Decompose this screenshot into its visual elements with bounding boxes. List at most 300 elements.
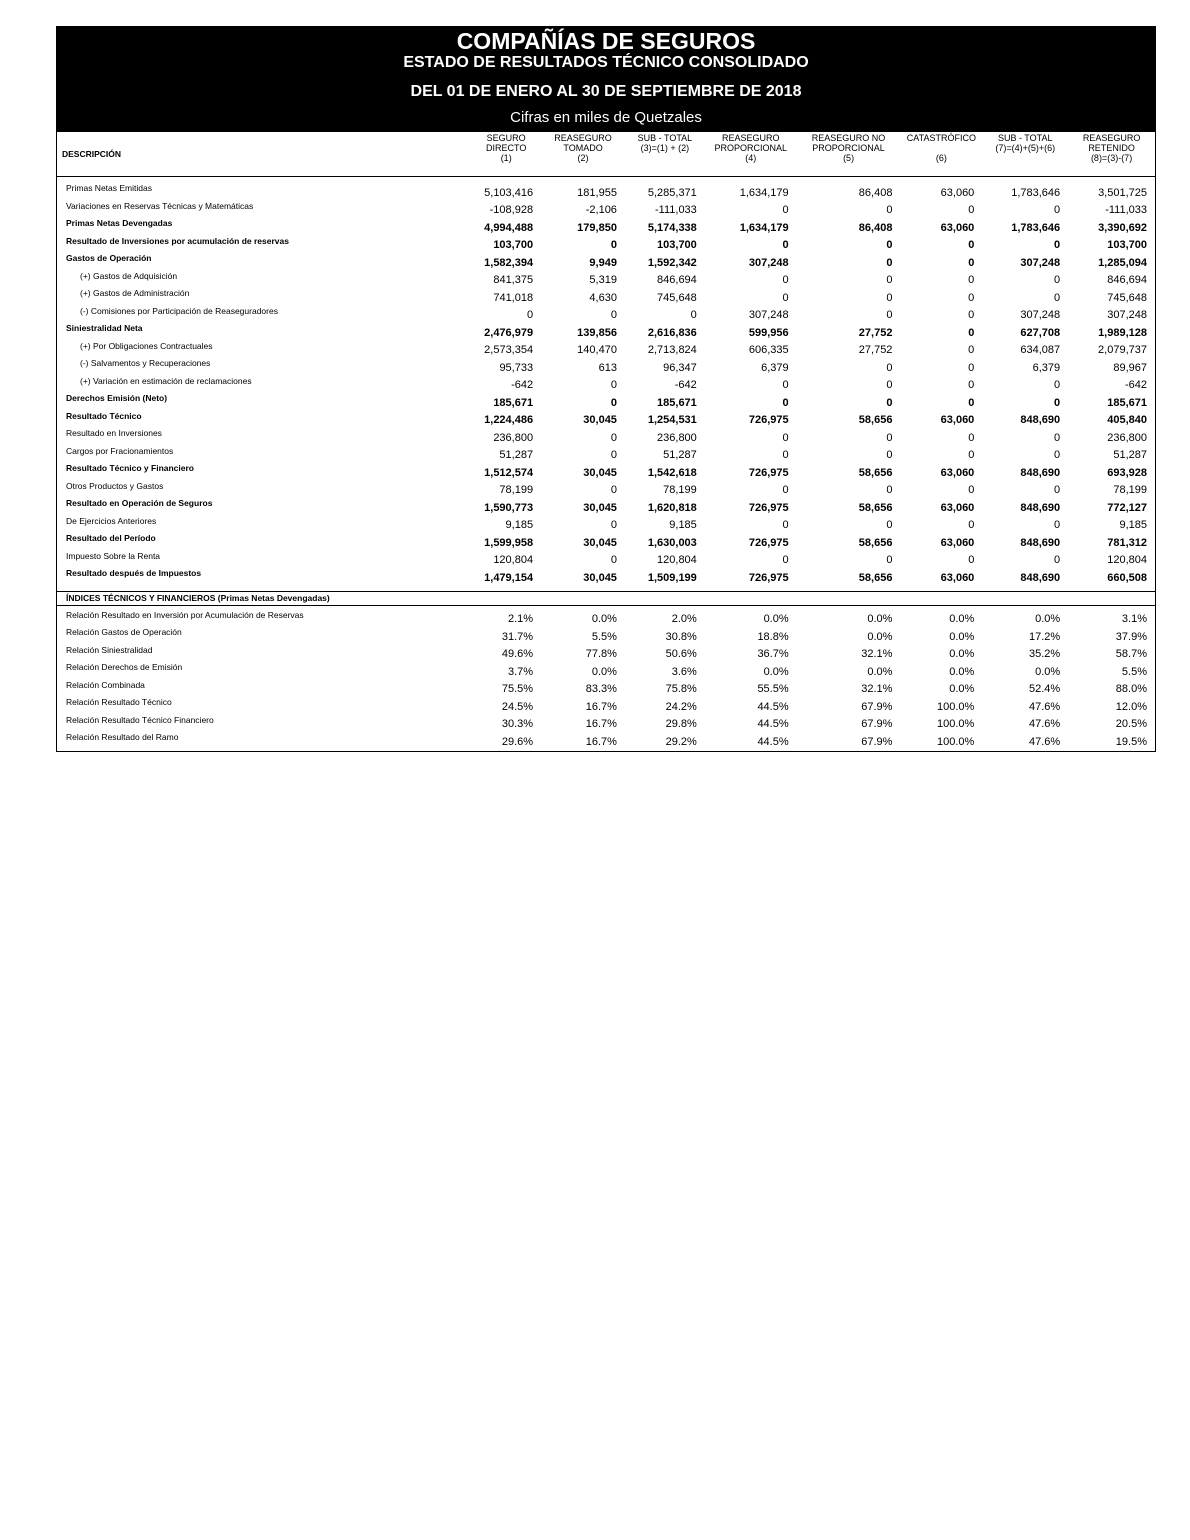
row-label: Resultado de Inversiones por acumulación de reservas [66,235,289,246]
column-header-line: (5) [843,153,855,163]
row-label: (+) Gastos de Administración [80,288,190,298]
row-value-col-4: 1,634,179 [739,186,789,199]
row-value-col-8: 772,127 [1107,501,1147,514]
row-value-col-3: 846,694 [657,274,697,286]
row-value-col-8: 5.5% [1121,665,1147,678]
row-value-col-4: 726,975 [748,501,789,514]
table-row [57,287,1155,305]
row-value-col-2: 77.8% [585,648,617,660]
row-value-col-8: 405,840 [1107,414,1147,426]
row-value-col-6: 63,060 [940,571,975,584]
row-value-col-1: 1,479,154 [484,571,534,584]
row-value-col-5: 0 [886,554,893,566]
row-value-col-2: 140,470 [577,344,617,356]
row-value-col-7: 634,087 [1020,344,1061,356]
table-row [57,340,1155,358]
row-value-col-2: 0 [610,309,617,321]
row-value-col-6: 0.0% [949,613,975,625]
row-value-col-6: 100.0% [937,735,975,748]
row-value-col-6: 63,060 [940,221,975,234]
row-value-col-4: 726,975 [748,466,789,479]
row-value-col-4: 0 [782,554,789,566]
row-value-col-2: 83.3% [585,683,617,695]
row-value-col-1: 1,512,574 [484,466,534,479]
column-header-line: SUB - TOTAL [997,133,1053,143]
row-value-col-3: 5,174,338 [647,221,697,234]
row-value-col-8: 185,671 [1107,396,1147,409]
row-value-col-2: 30,045 [583,414,617,426]
row-value-col-8: 236,800 [1107,431,1147,444]
row-value-col-7: 0 [1054,449,1061,461]
row-value-col-5: 0 [886,519,893,531]
column-header-line: (8)=(3)-(7) [1090,153,1133,163]
row-value-col-3: -642 [674,379,697,391]
row-value-col-2: 5,319 [589,274,617,286]
row-value-col-2: 0 [610,554,617,566]
column-header-line: (1) [500,153,512,163]
row-value-col-4: 307,248 [748,309,789,321]
row-value-col-8: 12.0% [1115,700,1147,713]
row-value-col-7: 1,783,646 [1011,186,1061,199]
row-value-col-4: 0 [782,449,789,461]
table-row [57,696,1155,714]
column-headers [57,132,1155,177]
row-value-col-6: 0 [968,361,975,374]
row-value-col-4: 307,248 [748,256,789,269]
table-row [57,550,1155,568]
row-value-col-2: 30,045 [583,466,617,479]
row-value-col-3: 5,285,371 [647,186,697,199]
row-value-col-5: 67.9% [861,700,893,713]
row-label: Cargos por Fracionamientos [66,445,174,456]
row-value-col-1: 741,018 [493,291,534,304]
row-value-col-3: 3.6% [671,665,697,678]
row-value-col-5: 86,408 [858,186,893,199]
row-value-col-4: 606,335 [748,344,789,356]
row-value-col-8: 20.5% [1115,718,1147,730]
row-value-col-6: 0 [968,431,975,444]
column-header-line: PROPORCIONAL [812,143,885,153]
row-value-col-8: 51,287 [1113,449,1147,461]
row-value-col-8: 9,185 [1119,519,1147,531]
row-value-col-6: 0 [968,291,975,304]
row-value-col-6: 0 [968,554,975,566]
row-value-col-4: 0 [782,204,789,216]
row-value-col-7: 848,690 [1020,414,1061,426]
table-row [57,714,1155,732]
indices-section [57,591,1155,751]
row-value-col-3: 1,509,199 [647,571,697,584]
row-value-col-3: 1,620,818 [647,501,697,514]
table-row [57,357,1155,375]
row-value-col-4: 0.0% [763,665,789,678]
row-value-col-1: 9,185 [505,519,534,531]
row-value-col-7: 0 [1054,379,1061,391]
report-title: COMPAÑÍAS DE SEGUROS [456,28,756,54]
row-value-col-1: -642 [511,379,534,391]
row-value-col-8: 660,508 [1107,571,1147,584]
row-value-col-5: 58,656 [858,571,893,584]
row-value-col-5: 0 [886,361,893,374]
row-value-col-1: 75.5% [501,683,534,695]
row-value-col-7: 47.6% [1028,718,1061,730]
row-value-col-1: 185,671 [493,396,534,409]
row-value-col-7: 47.6% [1028,735,1061,748]
row-value-col-5: 0 [886,239,893,251]
column-header-line: TOMADO [563,143,603,153]
row-value-col-2: 0.0% [591,613,617,625]
row-value-col-2: 30,045 [583,536,617,549]
row-value-col-6: 63,060 [940,536,975,549]
row-value-col-4: 599,956 [748,326,789,339]
row-value-col-8: 693,928 [1107,466,1147,479]
column-header-6 [900,132,982,176]
row-value-col-3: 0 [690,309,697,321]
table-row [57,182,1155,200]
row-value-col-8: 3,501,725 [1098,186,1147,199]
row-value-col-2: 139,856 [577,326,617,339]
indices-rows [57,606,1155,751]
row-value-col-1: 5,103,416 [484,186,534,199]
row-value-col-6: 0 [968,274,975,286]
row-value-col-7: 0.0% [1035,613,1061,625]
row-value-col-3: 103,700 [657,239,697,251]
row-value-col-1: 49.6% [501,648,534,660]
row-value-col-6: 0.0% [949,648,975,660]
table-row [57,322,1155,340]
row-value-col-5: 27,752 [858,344,893,356]
column-header-4 [705,132,797,176]
row-value-col-4: 0 [782,291,789,304]
row-value-col-3: 1,542,618 [647,466,697,479]
table-row [57,252,1155,270]
table-row [57,410,1155,428]
row-value-col-2: 9,949 [589,256,617,269]
row-label: Resultado en Operación de Seguros [66,498,213,508]
row-value-col-8: -642 [1124,379,1147,391]
row-value-col-5: 32.1% [861,648,893,660]
row-value-col-4: 726,975 [748,536,789,549]
row-value-col-6: 63,060 [940,466,975,479]
row-value-col-2: 179,850 [577,221,617,234]
row-value-col-4: 0 [782,274,789,286]
row-value-col-1: 103,700 [493,239,534,251]
indices-title: ÍNDICES TÉCNICOS Y FINANCIEROS (Primas Netas Devengadas) [57,591,1155,606]
row-value-col-6: 0 [968,484,975,496]
row-value-col-4: 18.8% [757,630,789,643]
row-value-col-5: 58,656 [858,466,893,479]
row-value-col-3: 745,648 [657,291,697,304]
row-value-col-5: 0 [886,204,893,216]
row-label: Relación Resultado del Ramo [66,732,179,742]
row-label: Relación Resultado Técnico [66,697,172,707]
row-value-col-3: 2,616,836 [647,326,697,339]
row-label: Relación Resultado en Inversión por Acumulación de Reservas [66,609,304,620]
row-value-col-8: 781,312 [1107,536,1147,549]
report-header [57,27,1155,132]
column-header-line [900,143,982,153]
row-value-col-3: 2.0% [671,613,697,625]
row-value-col-6: 0 [968,326,975,339]
column-header-line: (3)=(1) + (2) [640,143,690,153]
row-value-col-5: 0 [886,379,893,391]
row-value-col-1: 51,287 [499,449,534,461]
row-value-col-2: 16.7% [585,718,617,730]
row-value-col-3: 51,287 [663,449,697,461]
table-row [57,567,1155,585]
row-value-col-6: 0 [968,396,975,409]
row-value-col-6: 0 [968,256,975,269]
column-header-2 [541,132,625,176]
row-value-col-1: 1,590,773 [484,501,534,514]
column-header-line: (6) [935,153,947,163]
row-value-col-7: 47.6% [1028,700,1061,713]
row-value-col-4: 0 [782,239,789,251]
row-value-col-3: 75.8% [665,683,697,695]
row-value-col-6: 0 [968,519,975,531]
row-value-col-6: 0 [968,204,975,216]
row-value-col-5: 0 [886,291,893,304]
row-value-col-6: 63,060 [940,501,975,514]
row-label: (+) Por Obligaciones Contractuales [80,340,213,351]
row-value-col-1: 4,994,488 [484,221,534,234]
row-value-col-8: 120,804 [1107,554,1147,566]
row-value-col-1: 95,733 [499,361,534,374]
table-row [57,644,1155,662]
table-row [57,392,1155,410]
row-value-col-7: 307,248 [1020,309,1061,321]
row-value-col-5: 27,752 [858,326,893,339]
row-value-col-4: 0 [782,431,789,444]
row-value-col-5: 58,656 [858,414,893,426]
row-value-col-6: 0 [968,309,975,321]
row-label: (-) Salvamentos y Recuperaciones [80,358,211,368]
row-value-col-8: 78,199 [1113,484,1147,496]
row-label: Siniestralidad Neta [66,323,143,333]
row-label: Primas Netas Emitidas [66,183,152,193]
row-value-col-3: 78,199 [663,484,697,496]
row-value-col-8: 58.7% [1115,648,1147,660]
row-label: Impuesto Sobre la Renta [66,550,161,561]
row-value-col-1: -108,928 [489,204,534,216]
row-value-col-4: 44.5% [757,700,789,713]
report-subtitle: ESTADO DE RESULTADOS TÉCNICO CONSOLIDADO [403,54,809,71]
financial-statement [56,26,1156,752]
table-row [57,609,1155,627]
row-value-col-4: 0 [782,379,789,391]
row-label: Otros Productos y Gastos [66,480,164,491]
row-value-col-4: 0 [782,484,789,496]
row-value-col-5: 67.9% [861,735,893,748]
row-value-col-2: 0.0% [591,665,617,678]
row-label: Gastos de Operación [66,253,152,263]
row-value-col-8: 88.0% [1115,683,1147,695]
column-header-line: REASEGURO [554,133,612,143]
table-row [57,480,1155,498]
row-value-col-3: 29.2% [665,735,697,748]
row-value-col-4: 0 [782,396,789,409]
row-value-col-5: 0 [886,449,893,461]
column-header-line [625,153,705,163]
row-value-col-3: 1,254,531 [647,414,697,426]
row-value-col-5: 0 [886,274,893,286]
row-label: Resultado después de Impuestos [66,568,202,578]
row-value-col-2: 0 [610,484,617,496]
row-value-col-6: 63,060 [940,414,975,426]
row-label: (+) Gastos de Adquisición [80,270,178,281]
row-value-col-5: 0 [886,484,893,496]
table-row [57,679,1155,697]
row-value-col-5: 0.0% [867,630,893,643]
row-value-col-7: 6,379 [1032,361,1061,374]
row-value-col-3: -111,033 [655,204,697,216]
row-label: (+) Variación en estimación de reclamaciones [80,375,252,386]
column-header-5 [797,132,901,176]
row-value-col-4: 1,634,179 [739,221,789,234]
row-value-col-4: 726,975 [748,571,789,584]
row-value-col-8: 307,248 [1107,309,1147,321]
row-value-col-1: 3.7% [508,665,534,678]
row-value-col-7: 0 [1054,431,1061,444]
row-value-col-2: 0 [610,239,617,251]
column-header-line: (7)=(4)+(5)+(6) [995,143,1056,153]
row-value-col-8: 2,079,737 [1098,344,1147,356]
row-value-col-6: 0.0% [949,665,975,678]
column-header-line: RETENIDO [1088,143,1135,153]
row-value-col-1: 2,476,979 [484,326,534,339]
row-value-col-2: 16.7% [585,735,617,748]
row-value-col-5: 0.0% [867,665,893,678]
row-value-col-7: 0 [1054,274,1061,286]
row-value-col-7: 307,248 [1020,256,1061,269]
table-row [57,427,1155,445]
row-value-col-4: 726,975 [748,414,789,426]
row-value-col-8: 1,285,094 [1098,256,1147,269]
row-value-col-4: 6,379 [761,361,789,374]
row-label: De Ejercicios Anteriores [66,515,157,526]
table-row [57,515,1155,533]
row-value-col-7: 848,690 [1020,571,1061,584]
row-label: Relación Gastos de Operación [66,627,182,637]
row-value-col-5: 0 [886,431,893,444]
row-value-col-1: 30.3% [501,718,534,730]
statement-rows [57,177,1155,591]
row-label: Resultado en Inversiones [66,428,162,438]
row-value-col-7: 0 [1054,554,1061,566]
row-label: Resultado Técnico y Financiero [66,463,195,473]
row-value-col-2: 16.7% [585,700,617,713]
row-value-col-4: 36.7% [757,648,789,660]
column-header-line: DIRECTO [486,143,527,153]
column-header-7 [982,132,1068,176]
row-value-col-1: 31.7% [501,630,534,643]
row-value-col-2: 5.5% [591,630,617,643]
row-value-col-7: 35.2% [1028,648,1061,660]
row-value-col-2: 30,045 [583,571,617,584]
row-value-col-3: 1,630,003 [647,536,697,549]
row-value-col-3: 29.8% [665,718,697,730]
row-value-col-1: 2.1% [508,613,534,625]
table-row [57,532,1155,550]
row-value-col-8: 37.9% [1115,630,1147,643]
row-value-col-6: 0 [968,239,975,251]
row-value-col-8: 89,967 [1113,361,1147,374]
column-header-1 [471,132,541,176]
column-header-line: SEGURO [486,133,526,143]
row-value-col-1: 2,573,354 [484,344,534,356]
row-label: Relación Resultado Técnico Financiero [66,714,214,725]
row-value-col-1: 236,800 [493,431,534,444]
row-value-col-6: 0 [968,379,975,391]
row-value-col-1: 0 [526,309,534,321]
row-value-col-3: 30.8% [665,630,697,643]
row-value-col-4: 44.5% [757,718,789,730]
row-value-col-3: 236,800 [657,431,697,444]
row-label: Derechos Emisión (Neto) [66,393,168,403]
table-row [57,235,1155,253]
row-value-col-8: 103,700 [1107,239,1147,251]
row-value-col-7: 0 [1054,519,1061,531]
column-header-description: DESCRIPCIÓN [62,149,122,159]
row-value-col-5: 0 [886,256,893,269]
row-value-col-2: 0 [610,431,617,444]
table-row [57,462,1155,480]
row-value-col-5: 86,408 [858,221,893,234]
row-value-col-1: 29.6% [501,735,534,748]
row-value-col-2: 613 [598,361,617,374]
column-header-line: REASEGURO [1082,133,1141,143]
row-value-col-3: 50.6% [665,648,697,660]
table-row [57,305,1155,323]
row-value-col-7: 0 [1054,204,1061,216]
row-value-col-2: 181,955 [577,186,617,199]
row-value-col-8: 846,694 [1107,274,1147,286]
row-value-col-7: 0 [1054,239,1061,251]
row-value-col-7: 0 [1054,291,1061,304]
row-value-col-1: 1,582,394 [484,256,534,269]
row-label: Primas Netas Devengadas [66,218,173,228]
report-units: Cifras en miles de Quetzales [510,109,702,126]
row-value-col-7: 627,708 [1020,326,1061,339]
row-value-col-7: 1,783,646 [1011,221,1061,234]
row-value-col-6: 0.0% [949,630,975,643]
row-value-col-7: 17.2% [1028,630,1061,643]
row-value-col-6: 0 [968,344,975,356]
row-value-col-1: 841,375 [493,274,534,286]
row-value-col-5: 58,656 [858,501,893,514]
row-value-col-1: 1,599,958 [484,536,534,549]
row-value-col-2: 0 [610,449,617,461]
row-value-col-3: 185,671 [657,396,697,409]
row-value-col-3: 1,592,342 [647,256,697,269]
row-value-col-1: 1,224,486 [484,414,534,426]
table-row [57,497,1155,515]
column-header-3 [625,132,705,176]
row-label: Relación Siniestralidad [66,644,153,655]
table-row [57,270,1155,288]
row-value-col-8: -111,033 [1105,204,1147,216]
row-value-col-3: 24.2% [665,700,697,713]
row-value-col-8: 3.1% [1121,613,1147,625]
column-header-line: (4) [745,153,757,163]
column-header-line: SUB - TOTAL [637,133,693,143]
row-value-col-6: 0.0% [949,683,975,695]
row-label: Variaciones en Reservas Técnicas y Matemáticas [66,200,254,211]
row-value-col-8: 1,989,128 [1098,326,1147,339]
row-value-col-5: 0.0% [867,613,893,625]
row-value-col-3: 9,185 [669,519,697,531]
column-header-line: REASEGURO [721,133,780,143]
